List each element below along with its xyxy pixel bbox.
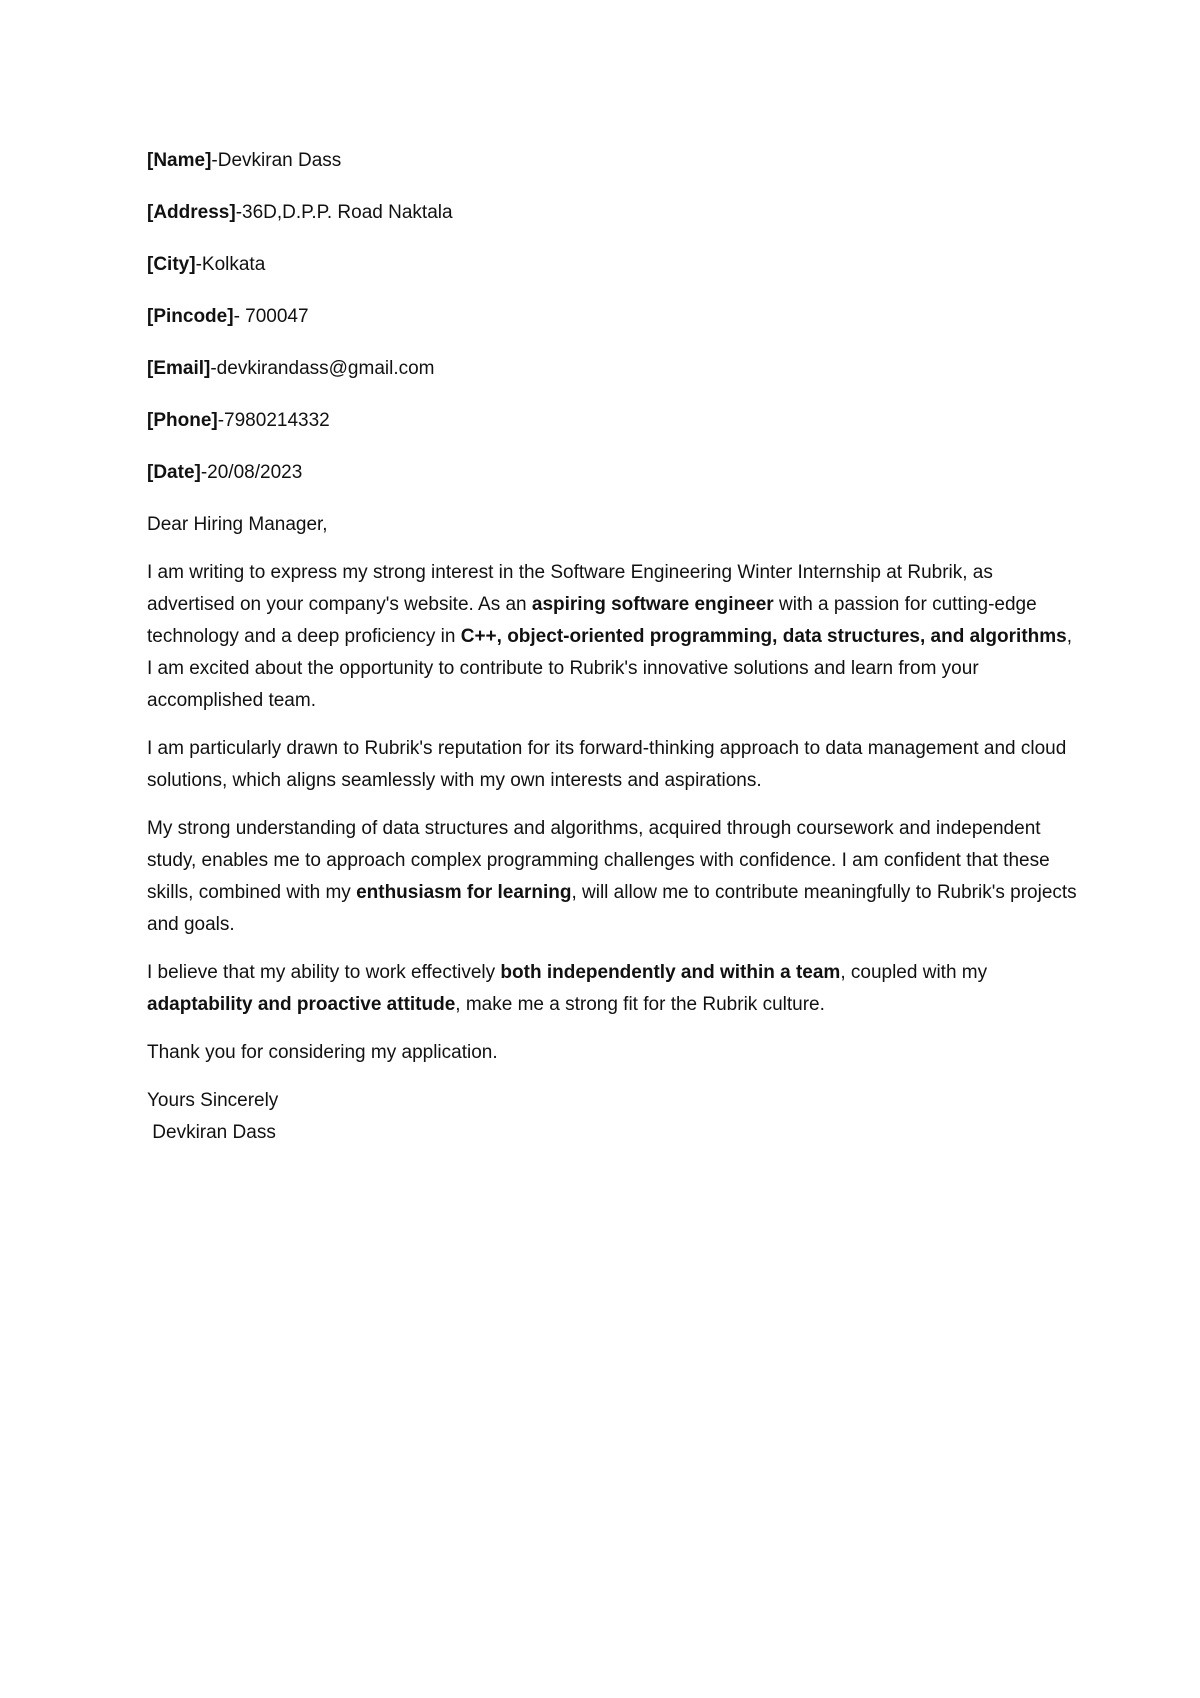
field-label: [Date]	[147, 462, 201, 483]
field-pincode	[147, 301, 1077, 333]
text-run: I believe that my ability to work effectively	[147, 962, 501, 983]
field-phone	[147, 405, 1077, 437]
paragraph-5	[147, 1037, 1077, 1069]
field-name	[147, 145, 1077, 177]
field-value: -Kolkata	[195, 254, 266, 275]
text-run-bold: C++, object-oriented programming, data structures, and algorithms	[460, 626, 1067, 647]
text-run: I am writing to express my strong interest in the Software Engineering Winter Internship at Rubrik, as advertised on your company's website. As an	[147, 562, 993, 615]
field-value: -36D,D.P.P. Road Naktala	[235, 202, 453, 223]
text-run-bold: adaptability and proactive attitude	[147, 994, 456, 1015]
text-run-bold: aspiring software engineer	[531, 594, 774, 615]
text-run: , will allow me to contribute meaningfully to Rubrik's projects and goals.	[147, 882, 1077, 935]
field-label: [Address]	[147, 202, 236, 223]
field-value: -Devkiran Dass	[211, 150, 342, 171]
field-value: - 700047	[233, 306, 309, 327]
field-date	[147, 457, 1077, 489]
text-run: with a passion for cutting-edge technology and a deep proficiency in	[147, 594, 1037, 647]
field-email	[147, 353, 1077, 385]
salutation: Dear Hiring Manager,	[147, 514, 328, 535]
field-city	[147, 249, 1077, 281]
paragraph-1	[147, 557, 1077, 717]
field-label: [Email]	[147, 358, 211, 379]
text-run: , coupled with my	[840, 962, 988, 983]
field-address	[147, 197, 1077, 229]
text-run: Thank you for considering my application.	[147, 1042, 498, 1063]
field-label: [City]	[147, 254, 196, 275]
field-value: -7980214332	[217, 410, 330, 431]
signature: Devkiran Dass	[147, 1122, 276, 1143]
field-label: [Name]	[147, 150, 212, 171]
text-run: , make me a strong fit for the Rubrik culture.	[455, 994, 825, 1015]
text-run: My strong understanding of data structures and algorithms, acquired through coursework and independent study, enables me to approach complex programming challenges with confidence. I am confident that these skills, combined with my	[147, 818, 1050, 903]
text-run: , I am excited about the opportunity to contribute to Rubrik's innovative solutions and learn from your accomplished team.	[147, 626, 1072, 711]
field-value: -20/08/2023	[200, 462, 303, 483]
letter-body	[147, 145, 1077, 1149]
field-label: [Phone]	[147, 410, 218, 431]
text-run: I am particularly drawn to Rubrik's reputation for its forward-thinking approach to data management and cloud solutions, which aligns seamlessly with my own interests and aspirations.	[147, 738, 1067, 791]
closing: Yours Sincerely	[147, 1090, 279, 1111]
paragraph-2	[147, 733, 1077, 797]
field-value: -devkirandass@gmail.com	[210, 358, 435, 379]
text-run-bold: enthusiasm for learning	[356, 882, 572, 903]
paragraph-3	[147, 813, 1077, 941]
field-label: [Pincode]	[147, 306, 234, 327]
text-run-bold: both independently and within a team	[500, 962, 841, 983]
paragraph-4	[147, 957, 1077, 1021]
